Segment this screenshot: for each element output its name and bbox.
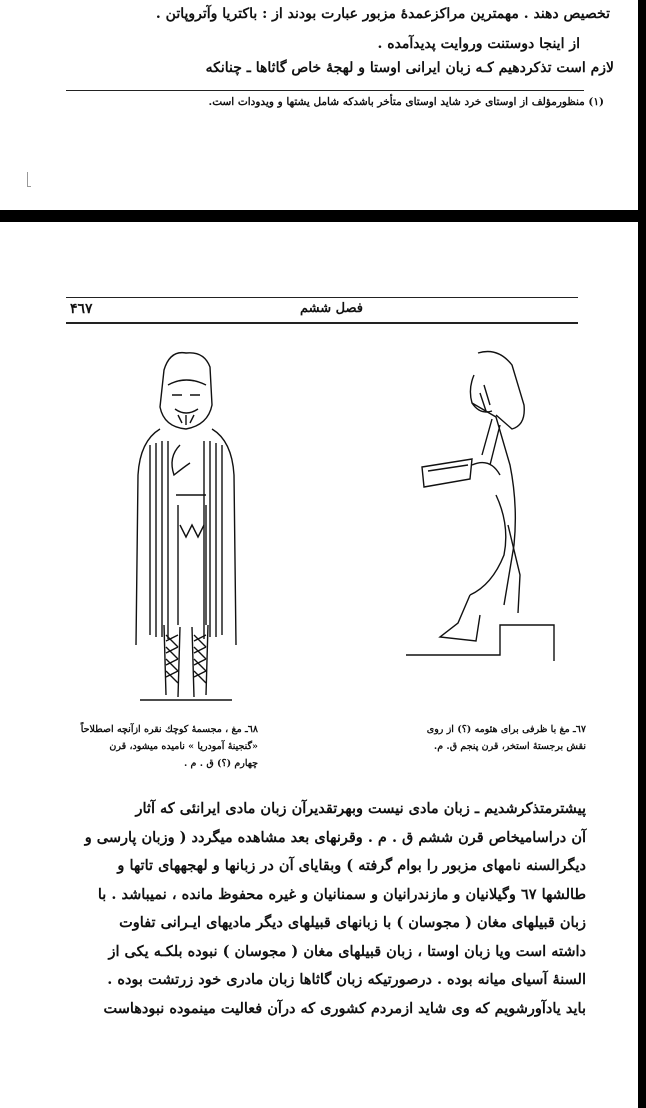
text-line: لازم است تذکردهیم کـه زبان ایرانی اوستا و لهجهٔ خاص گاثاها ـ چنانکه: [205, 60, 614, 76]
header-rule-bottom: [66, 322, 578, 324]
figure-67-magus-relief: [400, 345, 560, 665]
text-line: تخصیص دهند . مهمترین مراکزعمدهٔ مزبور عبارت بودند از : باکتریا وآتروپاتن .: [155, 6, 610, 22]
caption-figure-68: [58, 721, 258, 772]
margin-mark: [27, 172, 31, 187]
header-rule-top: [66, 297, 578, 298]
caption-figure-67: [386, 721, 586, 755]
caption-line: نقش برجستهٔ استخر، قرن پنجم ق. م.: [433, 741, 586, 752]
page-number: ۴٦٧: [70, 301, 93, 317]
footnote: (۱) منظورمؤلف از اوستای خرد شاید اوستای متأخر باشدکه شامل یشتها و ویدودات است.: [208, 96, 604, 108]
body-line: آن دراسامیخاص قرن ششم ق . م . وقرنهای بعد مشاهده میگردد ( وزبان پارسی و: [84, 828, 586, 846]
caption-line: چهارم (؟) ق . م .: [183, 758, 258, 769]
text-line: از اینجا دوستنت وروایت پدیدآمده .: [377, 36, 580, 52]
running-head: [70, 301, 560, 323]
body-paragraph: [72, 795, 586, 1023]
body-line: باید یادآورشویم که وی شاید ازمردم کشوری که درآن فعالیت مینموده نبودهاست: [103, 999, 586, 1017]
body-line: دیگرالسنه نامهای مزبور را بوام گرفته ) وبقایای آن در زبانها و لهجههای تاتها و: [117, 857, 586, 874]
body-line: پیشترمتذکرشدیم ـ زبان مادی نیست وبهرتقدیرآن زبان مادی ایرانئی که آثار: [135, 800, 586, 817]
chapter-title: فصل ششم: [300, 301, 364, 316]
caption-line: «گنجینهٔ آمودریا » نامیده میشود، قرن: [109, 741, 258, 752]
footnote-separator: [66, 90, 584, 91]
figure-68-magus-statuette: [120, 345, 252, 711]
body-line: داشته است ویا زبان اوستا ، زبان قبیلهای مغان ( مجوسان ) نبوده بلکـه یکی از: [108, 942, 586, 960]
caption-line: ٦٨ـ مغ ، مجسمهٔ کوچك نقره ازآنچه اصطلاحاً: [80, 724, 258, 735]
previous-page-fragment: [0, 0, 638, 210]
caption-line: ٦٧ـ مغ با ظرفی برای هئومه (؟) از روی: [426, 724, 586, 735]
body-line: السنهٔ آسیای میانه بوده . درصورتیکه زبان گاثاها زبان مادری خود زرتشت بوده .: [107, 971, 586, 988]
body-line: زبان قبیلهای مغان ( مجوسان ) با زبانهای قبیلهای دیگر مادیهای ایـرانی تفاوت: [119, 914, 586, 931]
body-line: طالشها ٦٧ وگیلانیان و مازندرانیان و سمنانیان و غیره محفوظ مانده ، نمیباشد . با: [97, 885, 586, 903]
